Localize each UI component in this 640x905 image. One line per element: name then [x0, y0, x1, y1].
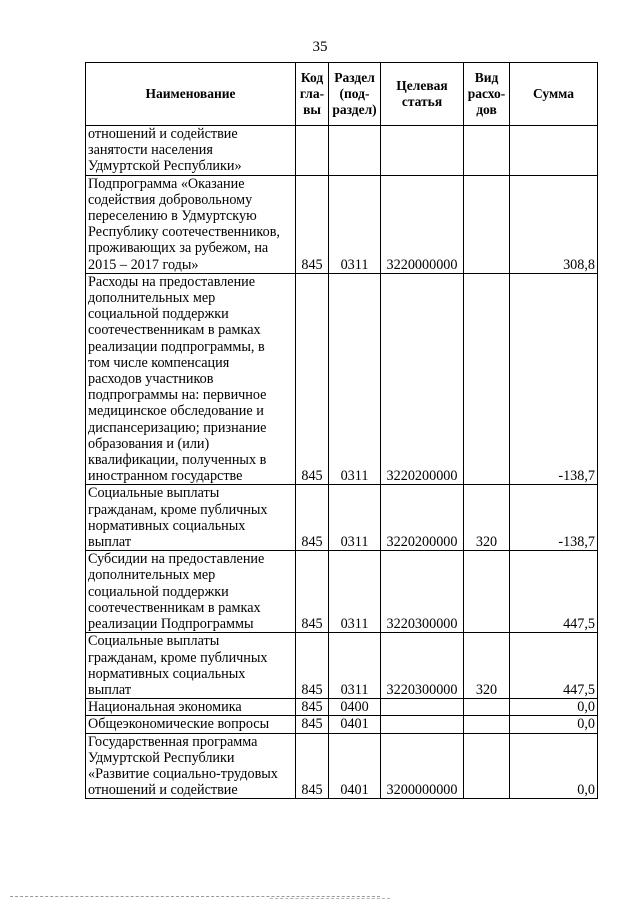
row-section: 0311	[329, 175, 381, 273]
row-sum	[510, 126, 598, 176]
row-sum: 308,8	[510, 175, 598, 273]
row-sum: -138,7	[510, 273, 598, 485]
row-name: Субсидии на предоставление дополнительных мер социальной поддержки соотечественникам в рамках реализации Подпрограммы	[86, 551, 296, 633]
table-row	[86, 126, 598, 176]
row-name: Расходы на предоставление дополнительных мер социальной поддержки соотечественникам в рамках реализации подпрограммы, в том числе компенсация расходов участников подпрограммы на: первичное медицинское обследование и диспансеризацию; признание образования и (или) квалификации, полученных в иностранном государстве	[86, 273, 296, 485]
row-section: 0401	[329, 716, 381, 733]
row-sum: -138,7	[510, 485, 598, 551]
row-section: 0311	[329, 633, 381, 699]
row-name: Социальные выплаты гражданам, кроме публичных нормативных социальных выплат	[86, 485, 296, 551]
header-chapter-code: Код гла- вы	[296, 63, 329, 126]
row-target-article: 3220000000	[381, 175, 464, 273]
row-expense-type	[464, 126, 510, 176]
row-target-article	[381, 699, 464, 716]
header-expense-type: Вид расхо- дов	[464, 63, 510, 126]
row-section: 0311	[329, 273, 381, 485]
row-chapter-code: 845	[296, 273, 329, 485]
row-chapter-code: 845	[296, 633, 329, 699]
row-section: 0311	[329, 485, 381, 551]
row-target-article	[381, 126, 464, 176]
scan-footer-line	[10, 896, 380, 897]
row-expense-type	[464, 733, 510, 799]
row-sum: 0,0	[510, 733, 598, 799]
header-name: Наименование	[86, 63, 296, 126]
row-expense-type	[464, 699, 510, 716]
row-chapter-code	[296, 126, 329, 176]
table-row	[86, 485, 598, 551]
row-name: отношений и содействие занятости населения Удмуртской Республики»	[86, 126, 296, 176]
table-row	[86, 633, 598, 699]
row-name: Общеэкономические вопросы	[86, 716, 296, 733]
row-expense-type	[464, 551, 510, 633]
table-row	[86, 551, 598, 633]
row-expense-type	[464, 273, 510, 485]
scan-footer-line	[270, 898, 390, 899]
row-sum: 447,5	[510, 551, 598, 633]
page-number: 35	[312, 39, 328, 55]
row-name: Национальная экономика	[86, 699, 296, 716]
header-sum: Сумма	[510, 63, 598, 126]
table-row	[86, 699, 598, 716]
header-target-article: Целевая статья	[381, 63, 464, 126]
row-section: 0311	[329, 551, 381, 633]
row-expense-type	[464, 716, 510, 733]
row-chapter-code: 845	[296, 733, 329, 799]
row-section: 0400	[329, 699, 381, 716]
row-target-article: 3220200000	[381, 485, 464, 551]
header-section: Раздел (под- раздел)	[329, 63, 381, 126]
row-target-article: 3220300000	[381, 633, 464, 699]
row-chapter-code: 845	[296, 699, 329, 716]
row-sum: 447,5	[510, 633, 598, 699]
row-target-article	[381, 716, 464, 733]
row-target-article: 3220300000	[381, 551, 464, 633]
row-section: 0401	[329, 733, 381, 799]
row-target-article: 3220200000	[381, 273, 464, 485]
row-sum: 0,0	[510, 699, 598, 716]
row-name: Социальные выплаты гражданам, кроме публичных нормативных социальных выплат	[86, 633, 296, 699]
row-name: Подпрограмма «Оказание содействия добровольному переселению в Удмуртскую Республику соотечественников, проживающих за рубежом, на 2015 – 2017 годы»	[86, 175, 296, 273]
budget-table	[85, 62, 598, 799]
table-row	[86, 175, 598, 273]
row-chapter-code: 845	[296, 551, 329, 633]
row-target-article: 3200000000	[381, 733, 464, 799]
table-row	[86, 716, 598, 733]
row-chapter-code: 845	[296, 175, 329, 273]
row-name: Государственная программа Удмуртской Республики «Развитие социально-трудовых отношений и содействие	[86, 733, 296, 799]
table-row	[86, 733, 598, 799]
row-expense-type: 320	[464, 485, 510, 551]
row-sum: 0,0	[510, 716, 598, 733]
row-chapter-code: 845	[296, 716, 329, 733]
row-expense-type: 320	[464, 633, 510, 699]
table-header-row	[86, 63, 598, 126]
row-section	[329, 126, 381, 176]
table-row	[86, 273, 598, 485]
row-chapter-code: 845	[296, 485, 329, 551]
row-expense-type	[464, 175, 510, 273]
